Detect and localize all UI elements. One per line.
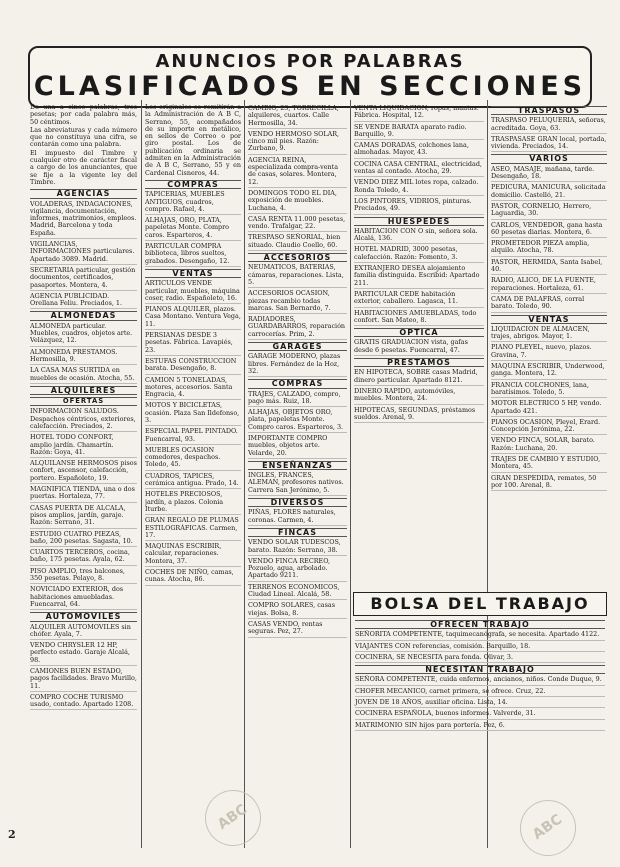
classified-ad: PISO AMPLIO, tres balcones, 350 pesetas. Pelayo, 8.	[30, 568, 137, 585]
column-5	[491, 104, 607, 586]
classified-ad: VENDO FINCA, SOLAR, barato. Razón: Luchana, 20.	[491, 437, 607, 454]
classified-ad: PASTOR, CORNELIO, Herrero, Laguardia, 30.	[491, 203, 607, 220]
classified-ad: MAQUINAS ESCRIBIR, calcular, reparaciones. Montera, 37.	[145, 543, 241, 567]
classified-ad: LIQUIDACION DE ALMACEN, trajes, abrigos. Mayor, 1.	[491, 326, 607, 343]
classified-ad: NEUMATICOS, BATERIAS, cámaras, reparaciones. Lista, 5.	[248, 264, 347, 288]
classified-ad: CUADROS, TAPICES, cerámica antigua. Prado, 14.	[145, 473, 241, 490]
section-heading: GARAGES	[248, 342, 347, 351]
column-rule	[141, 100, 142, 848]
classified-ad: ALQUILER AUTOMOVILES sin chófer. Ayala, 7.	[30, 624, 137, 641]
classified-ad: VIGILANCIAS, INFORMACIONES particulares. Apartado 3089. Madrid.	[30, 241, 137, 265]
abc-watermark-stamp: ABC	[194, 779, 272, 857]
classified-ad: PIANOS OCASION, Pleyel, Erard. Concepción Jerónima, 22.	[491, 419, 607, 436]
classified-ad: AGENCIA REINA, especializada compra-venta de casas, solares. Montera, 12.	[248, 157, 347, 188]
classified-ad: HABITACIONES AMUEBLADAS, todo confort. San Mateo, 8.	[354, 310, 484, 327]
section-heading: OFRECEN TRABAJO	[355, 620, 605, 629]
classifieds-banner	[28, 46, 592, 108]
classified-ad: ALHAJAS, ORO, PLATA, papeletas Monte. Compro caros. Esparteros, 4.	[145, 217, 241, 241]
classified-ad: PARTICULAR CEDE habitación exterior, caballero. Lagasca, 11.	[354, 291, 484, 308]
classified-ad: NOVICIADO EXTERIOR, dos habitaciones amuebladas. Fuencarral, 64.	[30, 586, 137, 610]
section-heading: PRESTAMOS	[354, 358, 484, 367]
classified-ad: CASAS PUERTA DE ALCALA, pisos amplios, jardín, garaje. Razón: Serrano, 31.	[30, 505, 137, 529]
section-heading: VENTAS	[145, 269, 241, 278]
classified-ad: TRASPASASE GRAN local, portada, vivienda. Preciados, 14.	[491, 136, 607, 153]
classified-ad: MOTOR ELECTRICO 5 HP, vendo. Apartado 421.	[491, 400, 607, 417]
classified-ad: PROMETEDOR PIEZA amplia, alquilo. Atocha, 78.	[491, 240, 607, 257]
classified-ad: ARTICULOS VENDE particular, muebles, máquina coser, radio. Españoleto, 16.	[145, 280, 241, 304]
classified-ad: ASEO, MASAJE, mañana, tarde. Desengaño, 18.	[491, 166, 607, 183]
classified-ad: CAMA DE PALAFRAS, corral barato. Toledo, 90.	[491, 296, 607, 313]
intro-paragraph: Las abreviaturas y cada número que no constituya una cifra, se contarán como una palabra.	[30, 125, 137, 149]
abc-watermark-stamp: ABC	[509, 789, 587, 867]
classified-ad: CASAS VENDO, rentas seguras. Pez, 27.	[248, 621, 347, 638]
classified-ad: MUEBLES OCASION comedores, despachos. Toledo, 45.	[145, 447, 241, 471]
classified-ad: CUARTOS TERCEROS, cocina, baño, 175 pesetas. Ayala, 62.	[30, 549, 137, 566]
classified-ad: VENTA LIQUIDACION, ropas, mantas. Fábrica. Hospital, 12.	[354, 105, 484, 122]
classified-ad: INGLES, FRANCES, ALEMAN, profesores nativos. Carrera San Jerónimo, 5.	[248, 472, 347, 496]
section-heading: COMPRAS	[145, 180, 241, 189]
classified-ad: COCINERA ESPAÑOLA, buenos informes. Valverde, 31.	[355, 710, 605, 719]
classified-ad: ACCESORIOS OCASION, piezas recambio todas marcas. San Bernardo, 7.	[248, 290, 347, 314]
classified-ad: LOS PINTORES, VIDRIOS, pinturas. Preciados, 49.	[354, 198, 484, 215]
section-heading: VARIOS	[491, 154, 607, 163]
bolsa-del-trabajo-listings	[355, 618, 605, 733]
classified-ad: COCINERA, SE NECESITA para fonda. Olivar, 3.	[355, 654, 605, 663]
classified-ad: INFORMACION SALUDOS. Despachos céntricos, exteriores, calefacción. Preciados, 2.	[30, 408, 137, 432]
classified-ad: CAMION 5 TONELADAS, motores, accesorios. Santa Engracia, 4.	[145, 377, 241, 401]
classified-ad: VENDO DIEZ MIL lotes ropa, calzado. Ronda Toledo, 4.	[354, 179, 484, 196]
classified-ad: FRANCIA COLCHONES, lana, baratísimos. Toledo, 5.	[491, 382, 607, 399]
classified-ad: HABITACION CON O sin, señora sola. Alcalá, 136.	[354, 228, 484, 245]
classified-ad: COCINA CASA CENTRAL, electricidad, ventas al contado. Atocha, 29.	[354, 161, 484, 178]
classified-ad: HIPOTECAS, SEGUNDAS, préstamos sueldos. Arenal, 9.	[354, 407, 484, 424]
classified-ad: CHOFER MECANICO, carnet primera, se ofrece. Cruz, 22.	[355, 688, 605, 697]
classified-ad: EXTRANJERO DESEA alojamiento familia distinguida. Escribid: Apartado 211.	[354, 265, 484, 289]
section-heading: FINCAS	[248, 528, 347, 537]
classified-ad: GRATIS GRADUACION vista, gafas desde 6 pesetas. Fuencarral, 47.	[354, 339, 484, 356]
classified-ad: VIAJANTES CON referencias, comisión. Barquillo, 18.	[355, 643, 605, 652]
classified-ad: CAMAS DORADAS, colchones lana, almohadas. Mayor, 43.	[354, 142, 484, 159]
classified-ad: COMPRO SOLARES, casas viejas. Bolsa, 8.	[248, 602, 347, 619]
classified-ad: PIANOS ALQUILER, plazos. Casa Montano. Ventura Vega, 11.	[145, 306, 241, 330]
classified-ad: RADIO, ALICO, DE LA FUENTE, reparaciones. Hortaleza, 61.	[491, 277, 607, 294]
classified-ad: ALHAJAS, OBJETOS ORO, plata, papeletas Monte. Compro caros. Esparteros, 3.	[248, 409, 347, 433]
classified-ad: HOTEL TODO CONFORT, amplio jardín. Chamartín. Razón: Goya, 41.	[30, 434, 137, 458]
intro-paragraph: Los originales se remitirán a la Administración de A B C, Serrano, 55, acompañados de su importe en metálico, en sellos de Correo o por giro postal. Los de publicación ordinaria se admiten en la Administración de A B C, Serrano, 55 y en Cardenal Cisneros, 44.	[145, 104, 241, 177]
classified-ad: ESPECIAL PAPEL PINTADO. Fuencarral, 93.	[145, 428, 241, 445]
classified-ad: COMPRO COCHE TURISMO usado, contado. Apartado 1208.	[30, 694, 137, 711]
classified-ad: TRAJES, CALZADO, compro, pago más. Ruiz, 18.	[248, 391, 347, 408]
classified-ad: MATRIMONIO SIN hijos para portería. Pez, 6.	[355, 722, 605, 731]
classified-ad: IMPORTANTE COMPRO muebles, objetos arte. Velarde, 20.	[248, 435, 347, 459]
bolsa-del-trabajo-heading: BOLSA DEL TRABAJO	[353, 592, 607, 616]
classified-ad: CARLOS, VENDEDOR, gana hasta 60 pesetas diarias. Montera, 6.	[491, 222, 607, 239]
classified-ad: EN HIPOTECA, SOBRE casas Madrid, dinero particular. Apartado 8121.	[354, 369, 484, 386]
section-heading: COMPRAS	[248, 379, 347, 388]
classified-ad: SEÑORITA COMPETENTE, taquimecanógrafa, se necesita. Apartado 4122.	[355, 631, 605, 640]
page-number: 2	[8, 828, 16, 841]
classified-ad: CAMBIO, 23, TORRECILLA, alquileres, cuartos. Calle Hermosilla, 34.	[248, 105, 347, 129]
classified-ad: GRAN REGALO DE PLUMAS ESTILOGRÁFICAS. Carmen, 17.	[145, 517, 241, 541]
section-heading: NECESITAN TRABAJO	[355, 665, 605, 674]
classified-ad: ESTUDIO CUATRO PIEZAS, baño, 200 pesetas. Sagasta, 10.	[30, 531, 137, 548]
column-rule	[487, 100, 488, 848]
section-heading: TRASPASOS	[491, 106, 607, 115]
intro-paragraph: El impuesto del Timbre y cualquier otro de carácter fiscal a cargo de los anunciantes, que se fije a la vigente ley del Timbre.	[30, 148, 137, 186]
section-heading: DIVERSOS	[248, 498, 347, 507]
classified-ad: PIANO PLEYEL, nuevo, plazos. Gravina, 7.	[491, 344, 607, 361]
classified-ad: SECRETARIA particular, gestión documentos, certificados, pasaportes. Montera, 4.	[30, 267, 137, 291]
banner-line1: ANUNCIOS POR PALABRAS	[155, 51, 465, 72]
classified-ad: PERSIANAS DESDE 3 pesetas. Fábrica. Lavapiés, 23.	[145, 332, 241, 356]
column-4	[354, 104, 484, 586]
classified-ad: PASTOR, HERMIDA, Santa Isabel, 40.	[491, 259, 607, 276]
section-heading: ALMONEDAS	[30, 311, 137, 320]
classified-ad: VOLADERAS, INDAGACIONES, vigilancia, documentación, informes, matrimonios, empleos. Madrid, Barcelona y toda España.	[30, 201, 137, 239]
classified-ad: TRASPASO PELUQUERIA, señoras, acreditada. Goya, 63.	[491, 117, 607, 134]
classified-ad: SE VENDE BARATA aparato radio. Barquillo, 9.	[354, 124, 484, 141]
classified-ad: AGENCIA PUBLICIDAD. Orellana Feliu. Preciados, 1.	[30, 293, 137, 310]
intro-paragraph: De una a cinco palabras, tres pesetas; por cada palabra más, 50 céntimos.	[30, 104, 137, 126]
banner-line2: CLASIFICADOS EN SECCIONES	[33, 71, 587, 102]
classified-ad: ALMONEDA PRESTAMOS. Hermosilla, 9.	[30, 349, 137, 366]
classified-ad: MAGNIFICA TIENDA, una o dos puertas. Hortaleza, 77.	[30, 486, 137, 503]
column-2	[145, 104, 241, 839]
classified-ad: HOTEL MADRID, 3000 pesetas, calefacción. Razón: Fomento, 3.	[354, 246, 484, 263]
column-1	[30, 104, 137, 839]
classified-ad: VENDO CHRYSLER 12 HP, perfecto estado. Garaje Alcalá, 98.	[30, 642, 137, 666]
section-heading: AGENCIAS	[30, 189, 137, 198]
classified-ad: PARTICULAR COMPRA biblioteca, libros sueltos, grabados. Desengaño, 12.	[145, 243, 241, 267]
classified-ad: TAPICERIAS, MUEBLES ANTIGUOS, cuadros, compro. Rafael, 4.	[145, 191, 241, 215]
subsection-heading: OFERTAS	[30, 397, 137, 406]
classified-ad: JOVEN DE 18 AÑOS, auxiliar oficina. Lista, 14.	[355, 699, 605, 708]
classified-ad: PIÑAS, FLORES naturales, coronas. Carmen, 4.	[248, 509, 347, 526]
section-heading: HUESPEDES	[354, 217, 484, 226]
classified-ad: TERRENOS ECONOMICOS, Ciudad Lineal. Alcalá, 58.	[248, 584, 347, 601]
classified-ad: COCHES DE NIÑO, camas, cunas. Atocha, 86.	[145, 569, 241, 586]
classified-ad: TRAJES DE CAMBIO Y ESTUDIO, Montera, 45.	[491, 456, 607, 473]
section-heading: OPTICA	[354, 328, 484, 337]
section-heading: VENTAS	[491, 315, 607, 324]
classified-ad: MAQUINA ESCRIBIR, Underwood, ganga. Montera, 12.	[491, 363, 607, 380]
classified-ad: SEÑORA COMPETENTE, cuida enfermos, ancianos, niños. Conde Duque, 9.	[355, 676, 605, 685]
section-heading: ACCESORIOS	[248, 253, 347, 262]
classified-ad: CASA RENTA 11.000 pesetas, vendo. Trafalgar, 22.	[248, 216, 347, 233]
intro-block	[30, 104, 137, 186]
classified-ad: TRESPASO SEÑORIAL, bien situado. Claudio Coello, 60.	[248, 234, 347, 251]
classified-ad: LA CASA MAS SURTIDA en muebles de ocasión. Atocha, 55.	[30, 367, 137, 384]
classified-ad: VENDO SOLAR TUDESCOS, barato. Razón: Serrano, 38.	[248, 539, 347, 556]
column-3	[248, 104, 347, 839]
classified-ad: ALQUILANSE HERMOSOS pisos confort, ascensor, calefacción, portero. Españoleto, 19.	[30, 460, 137, 484]
classified-ad: GARAGE MODERNO, plazas libres. Fernández de la Hoz, 32.	[248, 353, 347, 377]
section-heading: ALQUILERES	[30, 386, 137, 395]
classified-ad: GRAN DESPEDIDA, remates, 50 por 100. Arenal, 8.	[491, 475, 607, 492]
classified-ad: DOMINGOS TODO EL DIA, exposición de muebles. Luchana, 4.	[248, 190, 347, 214]
intro-block	[145, 104, 241, 177]
section-heading: ENSEÑANZAS	[248, 461, 347, 470]
classified-ad: MOTOS Y BICICLETAS, ocasión. Plaza San Ildefonso, 3.	[145, 402, 241, 426]
column-rule	[350, 100, 351, 848]
classified-ad: CAMIONES BUEN ESTADO, pagos facilidades. Bravo Murillo, 11.	[30, 668, 137, 692]
classified-ad: DINERO RAPIDO, automóviles, muebles. Montera, 24.	[354, 388, 484, 405]
classified-ad: ALMONEDA particular. Muebles, cuadros, objetos arte. Velázquez, 12.	[30, 323, 137, 347]
classified-ad: VENDO FINCA RECREO, Pozuelo, agua, arbolado. Apartado 9211.	[248, 558, 347, 582]
classified-ad: RADIADORES, GUARDABARROS, reparación carrocerías. Prim, 2.	[248, 316, 347, 340]
classified-ad: PEDICURA, MANICURA, solicitada domicilio. Castelló, 21.	[491, 184, 607, 201]
classified-ad: VENDO HERMOSO SOLAR, cinco mil pies. Razón: Zurbano, 9.	[248, 131, 347, 155]
section-heading: AUTOMOVILES	[30, 612, 137, 621]
column-rule	[244, 100, 245, 848]
classified-ad: ESTUFAS CONSTRUCCION barata. Desengaño, 8.	[145, 358, 241, 375]
classified-ad: HOTELES PRECIOSOS, jardín, a plazos. Colonia Iturbe.	[145, 491, 241, 515]
